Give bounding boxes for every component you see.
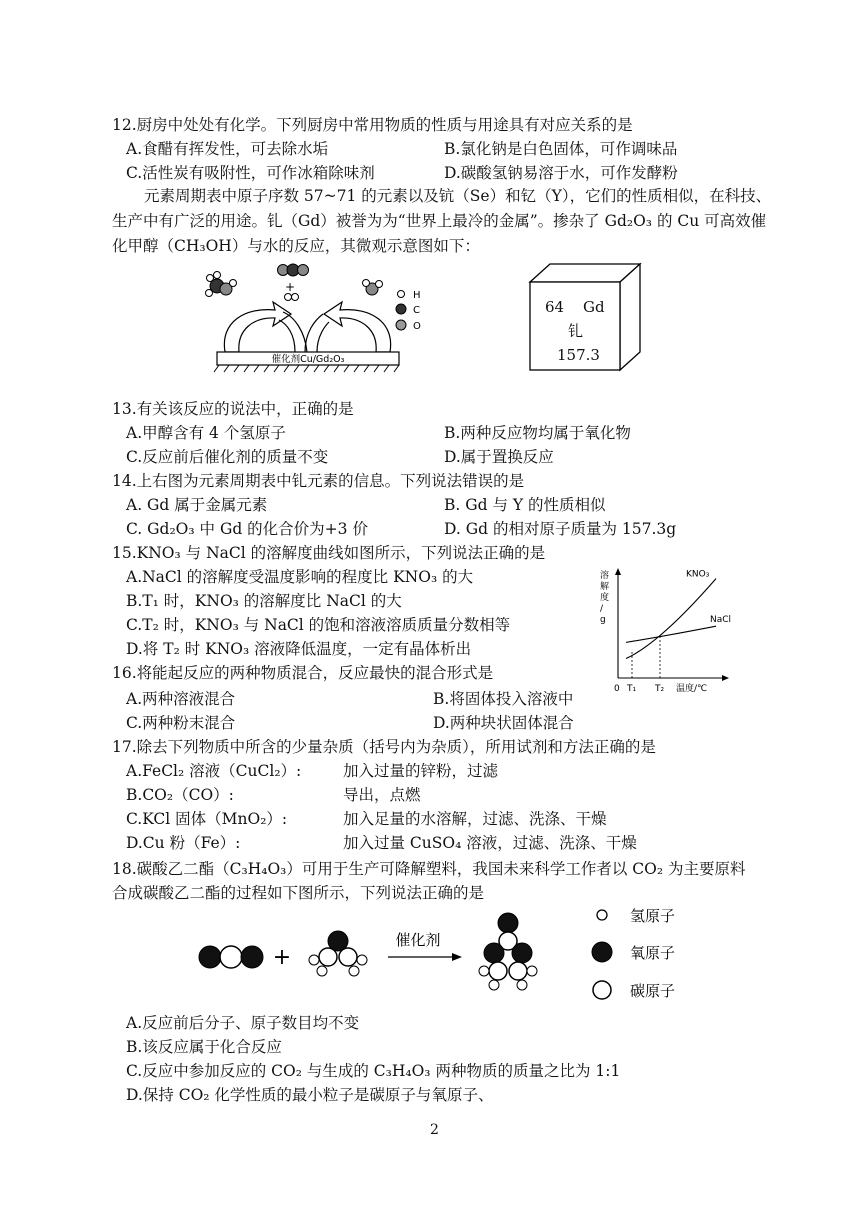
atom-legend-2: [590, 902, 700, 1010]
methanol-molecule-icon: [206, 272, 237, 297]
oxygen-atom-icon: [592, 942, 612, 962]
q16-option-d: D.两种块状固体混合: [433, 714, 574, 732]
y-axis-label-char: g: [600, 615, 606, 625]
x-axis-label: 温度/℃: [676, 684, 708, 694]
element-symbol: Gd: [583, 298, 605, 316]
q17-option-a-method: 加入过量的锌粉，过滤: [343, 762, 499, 780]
water-molecule-icon: [363, 280, 383, 296]
q14-option-c: C. Gd₂O₃ 中 Gd 的化合价为+3 价: [126, 520, 368, 538]
y-axis-arrow: [615, 568, 621, 575]
x-tick-label: T₁: [627, 684, 637, 694]
q18-option-a: A.反应前后分子、原子数目均不变: [126, 1014, 360, 1032]
q16-option-b: B.将固体投入溶液中: [433, 690, 574, 708]
legend-h: H: [413, 290, 421, 301]
x-axis-arrow: [722, 675, 729, 681]
catalyst-label: 催化剂Cu/Gd₂O₃: [271, 354, 345, 365]
q18-catalyst-label: 催化剂: [395, 931, 441, 949]
q12-option-a: A.食醋有挥发性，可去除水垢: [126, 140, 329, 158]
series-label-nacl: NaCl: [710, 615, 732, 626]
legend-o: O: [413, 321, 421, 332]
q13-stem: 13.有关该反应的说法中，正确的是: [112, 400, 354, 418]
carbon-atom-icon: [396, 304, 406, 314]
q15-stem: 15.KNO₃ 与 NaCl 的溶解度曲线如图所示，下列说法正确的是: [112, 544, 546, 562]
q15-option-d: D.将 T₂ 时 KNO₃ 溶液降低温度，一定有晶体析出: [126, 640, 472, 658]
solubility-chart: [594, 560, 744, 694]
q12-stem: 12.厨房中处处有化学。下列厨房中常用物质的性质与用途具有对应关系的是: [112, 116, 633, 134]
q12-option-d: D.碳酸氢钠易溶于水，可作发酵粉: [444, 164, 678, 182]
legend-hydrogen: 氢原子: [630, 907, 676, 925]
series-line-nacl: [626, 626, 716, 642]
series-line-kno3: [626, 579, 716, 659]
x-tick-label: T₂: [655, 684, 665, 694]
y-axis-label-char: /: [600, 604, 604, 614]
ethylene-carbonate-molecule-icon: [479, 913, 537, 990]
q17-option-b: B.CO₂（CO）:: [126, 786, 234, 804]
q18-option-d: D.保持 CO₂ 化学性质的最小粒子是碳原子与氧原子、: [126, 1086, 494, 1104]
right-curved-arrow-icon: [324, 302, 391, 352]
q17-option-c-method: 加入足量的水溶解，过滤、洗涤、干燥: [343, 810, 607, 828]
q18-reaction-figure: [190, 905, 560, 1005]
q18-option-b: B.该反应属于化合反应: [126, 1038, 282, 1056]
q17-option-a: A.FeCl₂ 溶液（CuCl₂）:: [126, 762, 302, 780]
q12-option-b: B.氯化钠是白色固体，可作调味品: [444, 140, 678, 158]
q13-option-d: D.属于置换反应: [444, 448, 554, 466]
legend-carbon: 碳原子: [630, 982, 676, 1000]
q17-option-c: C.KCl 固体（MnO₂）:: [126, 810, 288, 828]
y-axis-label-char: 溶: [600, 571, 610, 581]
q13-option-c: C.反应前后催化剂的质量不变: [126, 448, 329, 466]
q16-option-a: A.两种溶液混合: [126, 690, 236, 708]
legend-c: C: [413, 305, 420, 316]
y-axis-label-char: 解: [600, 582, 610, 592]
q14-option-d: D. Gd 的相对原子质量为 157.3g: [444, 520, 677, 538]
x-tick-label: 0: [614, 684, 620, 694]
q15-option-b: B.T₁ 时，KNO₃ 的溶解度比 NaCl 的大: [126, 592, 402, 610]
y-axis-label-char: 度: [600, 593, 610, 603]
passage-text: 元素周期表中原子序数 57~71 的元素以及钪（Se）和钇（Y），它们的性质相似，在科技、生产中有广泛的用途。钆（Gd）被誉为为“世界上最冷的金属”。掺杂了 Gd₂O₃ 的 Cu 可高效催化甲醇（CH₃OH）与水的反应，其微观示意图如下：: [112, 187, 772, 255]
atom-legend-1: [395, 287, 435, 333]
q14-option-b: B. Gd 与 Y 的性质相似: [444, 496, 606, 514]
page-number: 2: [430, 1122, 439, 1138]
q14-stem: 14.上右图为元素周期表中钆元素的信息。下列说法错误的是: [112, 472, 525, 490]
ethylene-oxide-molecule-icon: [309, 931, 367, 976]
q17-stem: 17.除去下列物质中所含的少量杂质（括号内为杂质），所用试剂和方法正确的是: [112, 738, 656, 756]
element-mass: 157.3: [557, 346, 600, 364]
figure-plus-sign: +: [284, 280, 296, 294]
q17-option-d: D.Cu 粉（Fe）:: [126, 834, 241, 852]
q18-stem-line2: 合成碳酸乙二酯的过程如下图所示，下列说法正确的是: [112, 884, 485, 902]
q15-option-c: C.T₂ 时，KNO₃ 与 NaCl 的饱和溶液溶质质量分数相等: [126, 616, 511, 634]
q16-option-c: C.两种粉末混合: [126, 714, 236, 732]
q17-option-b-method: 导出，点燃: [343, 786, 421, 804]
q16-stem: 16.将能起反应的两种物质混合，反应最快的混合形式是: [112, 664, 494, 682]
series-label-kno3: KNO₃: [686, 569, 710, 580]
hydrogen-atom-icon: [398, 291, 405, 298]
q13-option-b: B.两种反应物均属于氧化物: [444, 424, 631, 442]
q14-option-a: A. Gd 属于金属元素: [126, 496, 268, 514]
q18-stem-line1: 18.碳酸乙二酯（C₃H₄O₃）可用于生产可降解塑料，我国未来科学工作者以 CO₂ 为主要原料: [112, 860, 746, 878]
q17-option-d-method: 加入过量 CuSO₄ 溶液，过滤、洗涤、干燥: [343, 834, 637, 852]
oxygen-atom-icon: [396, 320, 406, 330]
q18-option-c: C.反应中参加反应的 CO₂ 与生成的 C₃H₄O₃ 两种物质的质量之比为 1:1: [126, 1062, 621, 1080]
hydrogen-atom-icon: [597, 910, 607, 920]
co2-molecule-icon: [278, 264, 309, 276]
element-name: 钆: [568, 322, 584, 340]
legend-oxygen: 氧原子: [630, 944, 676, 962]
carbon-atom-icon: [593, 981, 611, 999]
q13-option-a: A.甲醇含有 4 个氢原子: [126, 424, 286, 442]
q15-option-a: A.NaCl 的溶解度受温度影响的程度比 KNO₃ 的大: [126, 568, 474, 586]
q18-plus-sign: +: [272, 945, 292, 970]
co2-molecule-icon: [199, 946, 263, 968]
left-curved-arrow-icon: [224, 302, 291, 352]
hydrogen-molecule-icon: [285, 294, 299, 301]
q12-option-c: C.活性炭有吸附性，可作冰箱除味剂: [126, 164, 375, 182]
element-atomic-number: 64: [545, 298, 565, 316]
